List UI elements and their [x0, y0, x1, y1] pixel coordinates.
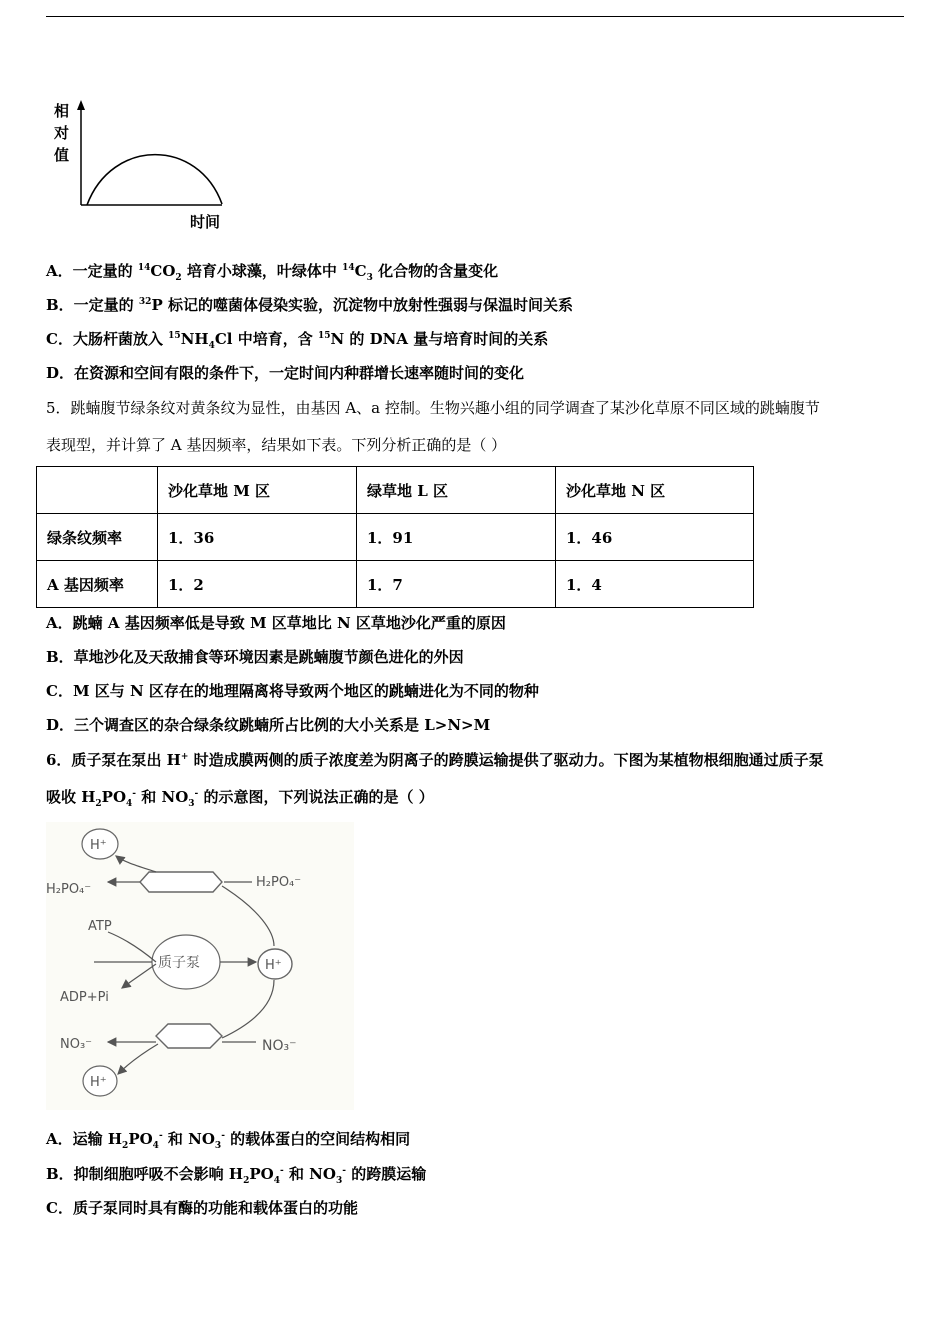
q6-a-text: A．运输 H — [46, 1130, 123, 1148]
q6-stem-line2 — [46, 787, 434, 807]
table-header-row — [37, 467, 754, 514]
q4-b-text: P 标记的噬菌体侵染实验，沉淀物中放射性强弱与保温时间关系 — [151, 296, 573, 314]
q6-stem-text: 和 NO — [136, 788, 189, 806]
h2po4-label-left: H₂PO₄⁻ — [46, 882, 92, 897]
adp-label: ADP+Pi — [60, 990, 109, 1005]
q6-b-sup: - — [342, 1166, 346, 1176]
q4-b-sup: 32 — [138, 297, 152, 307]
q4-a-text: C — [354, 262, 367, 280]
q6-b-sub: 2 — [243, 1176, 250, 1186]
q4-option-d: D．在资源和空间有限的条件下，一定时间内种群增长速率随时间的变化 — [46, 364, 525, 382]
q6-a-text: 和 NO — [162, 1130, 215, 1148]
y-axis-label-char: 对 — [54, 124, 70, 142]
proton-pump-label: 质子泵 — [158, 955, 200, 971]
no3-label-right: NO₃⁻ — [262, 1038, 297, 1054]
proton-pump-diagram — [46, 822, 356, 1112]
q6-b-text: B．抑制细胞呼吸不会影响 H — [46, 1165, 244, 1183]
h-plus-label-middle: H⁺ — [265, 958, 282, 973]
h-plus-label-bottom: H⁺ — [90, 1075, 107, 1090]
h-plus-label-top: H⁺ — [90, 838, 107, 853]
q6-b-sup: - — [279, 1166, 284, 1176]
q4-a-text: 化合物的含量变化 — [372, 262, 499, 280]
q6-stem-sup: + — [180, 752, 189, 762]
q6-b-text: 的跨膜运输 — [345, 1165, 427, 1183]
q6-a-sup: - — [221, 1131, 225, 1141]
x-axis-label: 时间 — [190, 213, 221, 231]
q6-stem-line1 — [46, 750, 824, 770]
table-row — [37, 514, 754, 561]
curve — [87, 155, 222, 205]
table-cell: 1．36 — [158, 514, 357, 561]
table-header-cell — [37, 467, 158, 514]
q6-stem-sub: 3 — [188, 799, 195, 809]
table-cell: A 基因频率 — [37, 561, 158, 608]
q4-b-text: B．一定量的 — [46, 296, 139, 314]
y-axis-label-char: 值 — [54, 146, 70, 164]
q6-stem-sup: - — [194, 789, 199, 799]
q5-option-b: B．草地沙化及天敌捕食等环境因素是跳蝻腹节颜色进化的外因 — [46, 648, 464, 666]
q5-stem-line2: 表现型，并计算了 A 基因频率，结果如下表。下列分析正确的是（ ） — [46, 436, 507, 454]
q6-stem-text: 吸收 H — [46, 788, 96, 806]
q6-stem-text: 的示意图，下列说法正确的是（ ） — [198, 788, 434, 806]
no3-label-left: NO₃⁻ — [60, 1037, 93, 1052]
q6-stem-sup: - — [132, 789, 137, 799]
q4-c-sub: 4 — [208, 341, 215, 351]
atp-label: ATP — [88, 919, 112, 934]
h2po4-label-right: H₂PO₄⁻ — [256, 875, 302, 890]
table-cell: 1．4 — [556, 561, 754, 608]
top-carrier — [140, 872, 222, 892]
top-rule — [46, 16, 904, 17]
q4-a-text: CO — [150, 262, 176, 280]
q4-c-text: C．大肠杆菌放入 — [46, 330, 169, 348]
curve-graph — [50, 98, 250, 238]
q5-option-d: D．三个调查区的杂合绿条纹跳蝻所占比例的大小关系是 L>N>M — [46, 716, 491, 734]
q6-a-sub: 3 — [214, 1141, 222, 1151]
q6-b-sub: 3 — [335, 1176, 343, 1186]
q5-stem-line1: 5．跳蝻腹节绿条纹对黄条纹为显性，由基因 A、a 控制。生物兴趣小组的同学调查了某沙化草原不同区域的跳蝻腹节 — [46, 399, 820, 417]
q6-option-a — [46, 1129, 410, 1149]
y-axis-arrow — [77, 100, 85, 110]
q4-a-sup: 14 — [342, 263, 355, 273]
q4-a-text: A．一定量的 — [46, 262, 138, 280]
q6-a-text: PO — [128, 1130, 153, 1148]
table-cell: 绿条纹频率 — [37, 514, 158, 561]
q4-c-sup: 15 — [317, 331, 331, 341]
q6-option-c: C．质子泵同时具有酶的功能和载体蛋白的功能 — [46, 1199, 358, 1217]
table-header-cell: 沙化草地 M 区 — [158, 467, 357, 514]
table-cell: 1．46 — [556, 514, 754, 561]
frequency-table — [36, 466, 754, 608]
q5-option-a: A．跳蝻 A 基因频率低是导致 M 区草地比 N 区草地沙化严重的原因 — [46, 614, 506, 632]
q6-a-sub: 2 — [122, 1141, 129, 1151]
q4-option-b — [46, 295, 573, 315]
y-axis-label-char: 相 — [54, 102, 70, 120]
q4-c-text: NH — [180, 330, 209, 348]
q4-option-c — [46, 329, 548, 349]
q6-b-sub: 4 — [273, 1176, 280, 1186]
q6-option-b — [46, 1164, 426, 1184]
q5-option-c: C．M 区与 N 区存在的地理隔离将导致两个地区的跳蝻进化为不同的物种 — [46, 682, 539, 700]
q4-option-a — [46, 261, 498, 281]
q4-c-sup: 15 — [168, 331, 181, 341]
q6-a-text: 的载体蛋白的空间结构相同 — [224, 1130, 411, 1148]
q6-stem-text: 6．质子泵在泵出 H — [46, 751, 181, 769]
table-row — [37, 561, 754, 608]
q6-a-sub: 4 — [152, 1141, 159, 1151]
q4-c-text: Cl 中培育，含 — [214, 330, 318, 348]
table-header-cell: 绿草地 L 区 — [357, 467, 556, 514]
q6-b-text: PO — [249, 1165, 274, 1183]
q4-a-text: 培育小球藻，叶绿体中 — [181, 262, 343, 280]
q4-a-sup: 14 — [137, 263, 151, 273]
q6-stem-text: PO — [101, 788, 127, 806]
q4-a-sub: 2 — [175, 273, 182, 283]
table-cell: 1．2 — [158, 561, 357, 608]
table-header-cell: 沙化草地 N 区 — [556, 467, 754, 514]
table-cell: 1．7 — [357, 561, 556, 608]
q6-b-text: 和 NO — [283, 1165, 336, 1183]
q6-a-sup: - — [158, 1131, 163, 1141]
bottom-carrier — [156, 1024, 222, 1048]
q6-stem-text: 时造成膜两侧的质子浓度差为阴离子的跨膜运输提供了驱动力。下图为某植物根细胞通过质子泵 — [188, 751, 824, 769]
q4-a-sub: 3 — [366, 273, 373, 283]
q4-c-text: N 的 DNA 量与培育时间的关系 — [330, 330, 549, 348]
table-cell: 1．91 — [357, 514, 556, 561]
q6-stem-sub: 2 — [95, 799, 102, 809]
q6-stem-sub: 4 — [126, 799, 133, 809]
